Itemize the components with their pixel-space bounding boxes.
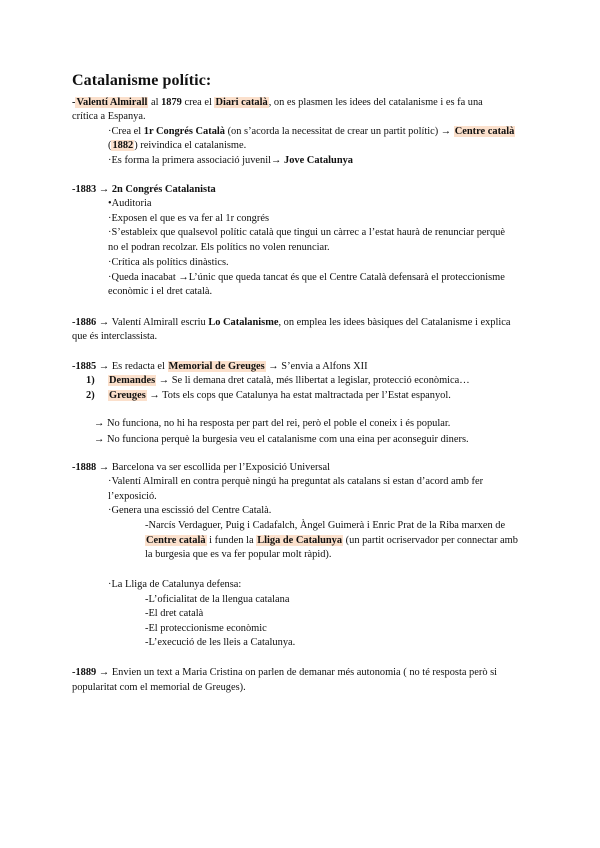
- page-title: Catalanisme polític:: [72, 72, 212, 89]
- highlighted-term: Diari català: [215, 97, 268, 108]
- bold-term: -1888: [72, 462, 97, 473]
- highlighted-term: Valentí Almirall: [76, 97, 148, 108]
- section-1888-lliga-item-2: [145, 607, 203, 620]
- text-run: (un partit ocriservador per connectar amb: [343, 535, 518, 546]
- section-1888-sub-1-cont: [145, 534, 518, 547]
- text-run: -El proteccionisme econòmic: [145, 623, 267, 634]
- text-run: ·S’estableix que qualsevol polític català que tingui un càrrec a l’estat haurà de renunciar perquè: [108, 227, 505, 238]
- bold-term: -1886: [72, 317, 97, 328]
- highlighted-term: Centre català: [146, 535, 206, 546]
- section-1883-bullet-5-cont: [108, 285, 212, 298]
- highlighted-term: Demandes: [109, 375, 156, 386]
- bold-term: -1885: [72, 361, 97, 372]
- bold-term: -1889: [72, 667, 97, 678]
- text-run: ·Genera una escissió del Centre Català.: [108, 505, 272, 516]
- text-run: no el podran recolzar. Els polítics no volen renunciar.: [108, 242, 330, 253]
- section-1888-line-1: [72, 461, 330, 474]
- section-1888-lliga-heading: [108, 578, 241, 591]
- text-run: , on es plasmen les idees del catalanisme i es fa una: [268, 97, 483, 108]
- text-run: la burgesia que es va fer popular molt ràpid).: [145, 549, 332, 560]
- text-run: econòmic i el dret català.: [108, 286, 213, 297]
- list-item-text: [108, 390, 451, 401]
- section-1888-sub-1: [145, 519, 505, 532]
- text-run: ·Exposen el que es va fer al 1r congrés: [108, 213, 269, 224]
- section-1885-arrow-2: [94, 433, 469, 446]
- text-run: → S’envia a Alfons XII: [265, 361, 368, 372]
- text-run: ·Crea el: [108, 126, 144, 137]
- text-run: → Barcelona va ser escollida per l’Exposició Universal: [96, 462, 330, 473]
- bold-term: 1r Congrés Català: [143, 126, 225, 137]
- section-1879-bullet-congres-cont: [108, 139, 246, 152]
- text-run: -L’execució de les lleis a Catalunya.: [145, 637, 296, 648]
- highlighted-term: Centre català: [454, 126, 515, 137]
- section-1883-bullet-3: [108, 226, 505, 239]
- text-run: (: [108, 140, 112, 151]
- section-1885-line-1: [72, 360, 368, 373]
- text-run: -El dret català: [145, 608, 204, 619]
- section-1888-lliga-item-3: [145, 622, 267, 635]
- text-run: → Valentí Almirall escriu: [96, 317, 209, 328]
- section-1885-arrow-1: [94, 417, 450, 430]
- text-run: ·Crítica als polítics dinàstics.: [108, 257, 229, 268]
- text-run: crea el: [181, 97, 215, 108]
- text-run: → Es redacta el: [96, 361, 168, 372]
- text-run: ·Es forma la primera associació juvenil→: [108, 155, 285, 166]
- text-run: -L’oficialitat de la llengua catalana: [145, 594, 290, 605]
- bold-term: Lo Catalanisme: [208, 317, 279, 328]
- section-1888-lliga-item-1: [145, 593, 289, 606]
- text-run: , on emplea les idees bàsiques del Catalanisme i explica: [278, 317, 511, 328]
- text-run: i funden la: [206, 535, 257, 546]
- text-run: ) reivindica el catalanisme.: [134, 140, 247, 151]
- section-1883-heading: [72, 183, 216, 196]
- text-run: → Tots els cops que Catalunya ha estat maltractada per l’Estat espanyol.: [146, 390, 451, 401]
- text-run: •Auditoria: [108, 198, 152, 209]
- bold-term: -: [72, 97, 76, 108]
- highlighted-term: Memorial de Greuges: [168, 361, 265, 372]
- section-1883-bullet-3-cont: [108, 241, 330, 254]
- list-number: 1): [86, 375, 95, 386]
- text-run: que és interclassista.: [72, 331, 158, 342]
- text-run: → No funciona, no hi ha resposta per part del rei, però el poble el coneix i és popular.: [94, 418, 451, 429]
- section-1885-list-item-1: [86, 374, 470, 387]
- text-run: → Se li demana dret català, més llibertat a legislar, protecció econòmica…: [156, 375, 470, 386]
- section-1888-lliga-item-4: [145, 636, 295, 649]
- section-1883-bullet-5: [108, 271, 505, 284]
- text-run: crítica a Espanya.: [72, 111, 146, 122]
- text-run: al: [148, 97, 162, 108]
- section-1885-list-item-2: [86, 389, 451, 402]
- text-run: ·La Lliga de Catalunya defensa:: [108, 579, 242, 590]
- highlighted-term: Lliga de Catalunya: [257, 535, 343, 546]
- text-run: -Narcís Verdaguer, Puig i Cadafalch, Àngel Guimerà i Enric Prat de la Riba marxen de: [145, 520, 506, 531]
- list-item-text: [108, 375, 470, 386]
- section-1888-sub-1-cont-2: [145, 548, 332, 561]
- section-1888-bullet-1: [108, 475, 483, 488]
- section-1889-line-1: [72, 666, 497, 679]
- highlighted-term: Greuges: [109, 390, 146, 401]
- text-run: → No funciona perquè la burgesia veu el catalanisme com una eina per aconseguir diners.: [94, 434, 469, 445]
- section-1883-bullet-1: [108, 197, 151, 210]
- bold-term: Jove Catalunya: [284, 155, 354, 166]
- list-number: 2): [86, 390, 95, 401]
- text-run: (on s’acorda la necessitat de crear un partit polític) →: [224, 126, 454, 137]
- section-1886-line-2: [72, 330, 157, 343]
- section-1888-bullet-2: [108, 504, 271, 517]
- text-run: l’exposició.: [108, 491, 157, 502]
- section-1879-bullet-congres: [108, 125, 515, 138]
- section-1886-line-1: [72, 316, 510, 329]
- text-run: → Envien un text a Maria Cristina on parlen de demanar més autonomia ( no té resposta però si: [96, 667, 498, 678]
- bold-term: -1883 → 2n Congrés Catalanista: [72, 184, 216, 195]
- section-1879-line-1: [72, 96, 483, 109]
- section-1888-bullet-1-cont: [108, 490, 157, 503]
- section-1883-bullet-4: [108, 256, 229, 269]
- section-1879-line-2: [72, 110, 146, 123]
- section-1889-line-2: [72, 681, 246, 694]
- section-1883-bullet-2: [108, 212, 269, 225]
- highlighted-term: 1882: [112, 140, 134, 151]
- text-run: popularitat com el memorial de Greuges).: [72, 682, 246, 693]
- bold-term: 1879: [161, 97, 182, 108]
- section-1879-bullet-jove: [108, 154, 353, 167]
- text-run: ·Queda inacabat →L’únic que queda tancat és que el Centre Català defensarà el proteccionisme: [108, 272, 505, 283]
- text-run: ·Valentí Almirall en contra perquè ningú ha preguntat als catalans si estan d’acord amb fer: [108, 476, 484, 487]
